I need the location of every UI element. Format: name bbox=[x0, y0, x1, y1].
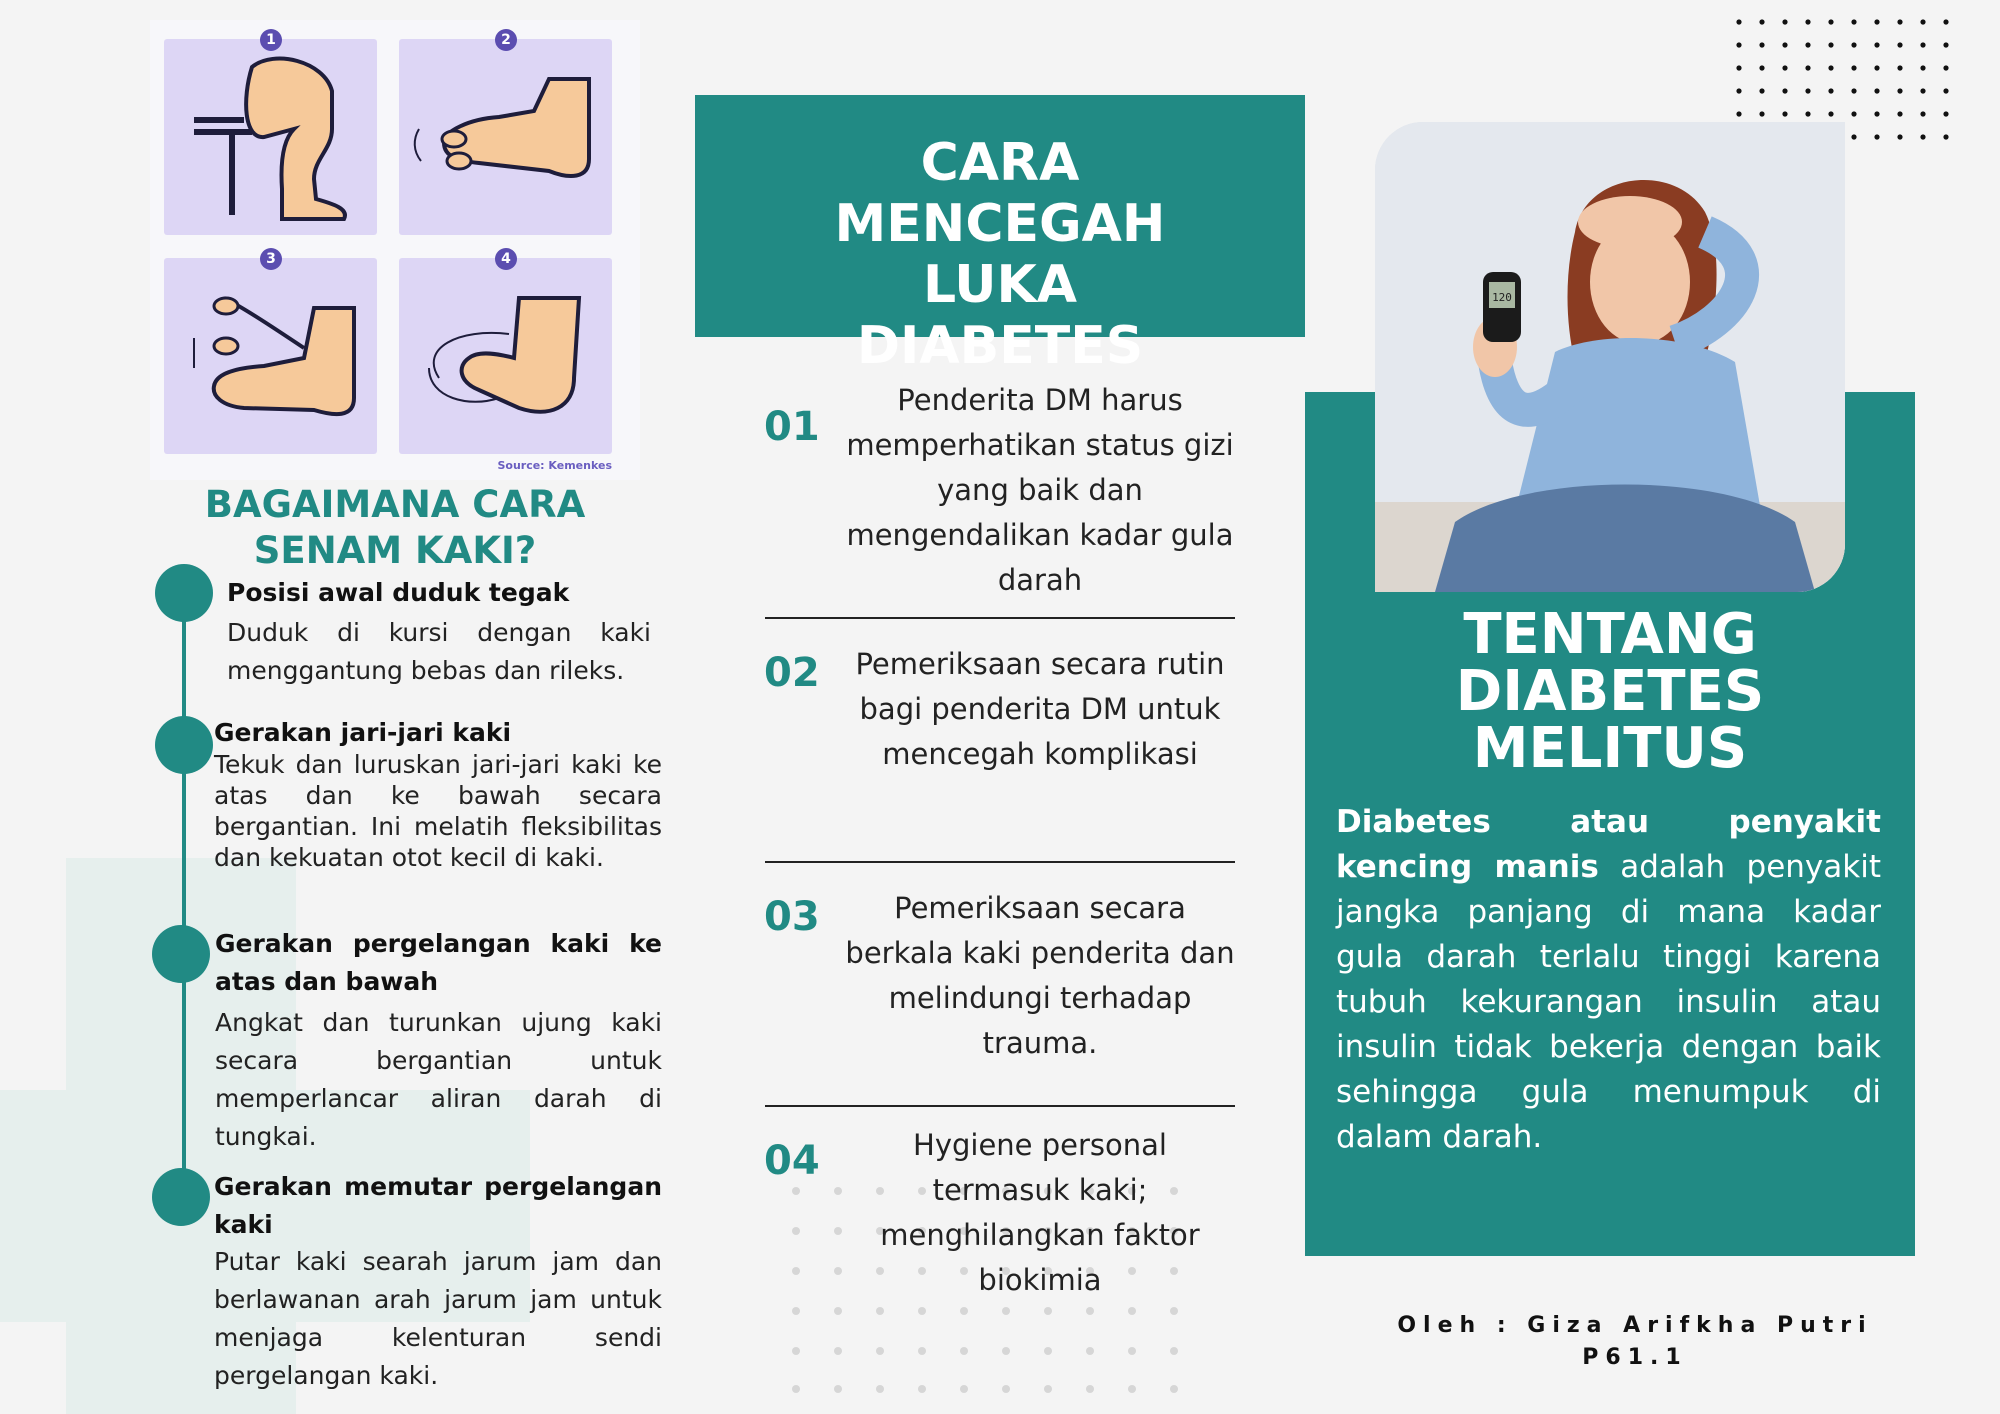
about-diabetes-text bbox=[1336, 800, 1881, 1160]
divider-1 bbox=[765, 617, 1235, 619]
step-3-title: Gerakan pergelangan kaki ke atas dan bawah bbox=[215, 929, 662, 996]
timeline-line bbox=[182, 610, 186, 1202]
about-diabetes-rest: adalah penyakit jangka panjang di mana kadar gula darah terlalu tinggi karena tubuh kekurangan insulin atau insulin tidak bekerja dengan baik sehingga gula menumpuk di dalam darah. bbox=[1336, 849, 1881, 1155]
step-2-title: Gerakan jari-jari kaki bbox=[214, 718, 512, 747]
meter-reading: 120 bbox=[1492, 291, 1512, 304]
item-text-04: Hygiene personal termasuk kaki; menghilangkan faktor biokimia bbox=[880, 1128, 1200, 1297]
ankle-updown-icon bbox=[164, 258, 377, 454]
woman-glucose-meter-photo bbox=[1375, 122, 1845, 592]
step-1-text: Duduk di kursi dengan kaki menggantung bebas dan rileks. bbox=[227, 618, 651, 685]
exercise-box-2 bbox=[399, 39, 612, 235]
ankle-rotate-icon bbox=[399, 258, 612, 454]
timeline-dot-3 bbox=[152, 925, 210, 983]
seated-leg-icon bbox=[164, 39, 377, 235]
step-3-text: Angkat dan turunkan ujung kaki secara bergantian untuk memperlancar aliran darah di tungkai. bbox=[215, 1008, 662, 1151]
divider-2 bbox=[765, 861, 1235, 863]
item-text-02: Pemeriksaan secara rutin bagi penderita DM untuk mencegah komplikasi bbox=[855, 647, 1225, 771]
item-text-03: Pemeriksaan secara berkala kaki penderita dan melindungi terhadap trauma. bbox=[845, 891, 1235, 1060]
item-number-03: 03 bbox=[764, 894, 820, 940]
exercise-box-3 bbox=[164, 258, 377, 454]
image-source-caption: Source: Kemenkes bbox=[497, 459, 612, 472]
item-text-01: Penderita DM harus memperhatikan status gizi yang baik dan mengendalikan kadar gula darah bbox=[846, 383, 1234, 597]
exercise-number-1: 1 bbox=[260, 29, 282, 51]
exercise-box-4 bbox=[399, 258, 612, 454]
exercise-number-2: 2 bbox=[495, 29, 517, 51]
timeline-dot-2 bbox=[155, 716, 213, 774]
about-diabetes-bold: Diabetes atau penyakit kencing manis bbox=[1336, 804, 1881, 885]
item-number-01: 01 bbox=[764, 404, 820, 450]
item-number-02: 02 bbox=[764, 650, 820, 696]
step-2-text: Tekuk dan luruskan jari-jari kaki ke atas dan ke bawah secara bergantian. Ini melatih fleksibilitas dan kekuatan otot kecil di kaki. bbox=[214, 750, 662, 872]
author-credit: Oleh : Giza Arifkha Putri P61.1 bbox=[1397, 1313, 1873, 1370]
prevention-title: CARA MENCEGAH LUKA DIABETES bbox=[834, 133, 1166, 376]
exercise-number-3: 3 bbox=[260, 248, 282, 270]
step-1-title: Posisi awal duduk tegak bbox=[227, 578, 570, 607]
timeline-dot-1 bbox=[155, 564, 213, 622]
senam-kaki-title: BAGAIMANA CARA SENAM KAKI? bbox=[204, 483, 586, 572]
foot-exercise-illustration bbox=[150, 20, 640, 480]
exercise-box-1 bbox=[164, 39, 377, 235]
about-diabetes-title: TENTANG DIABETES MELITUS bbox=[1455, 602, 1765, 781]
toes-flex-icon bbox=[399, 39, 612, 235]
step-4-text: Putar kaki searah jarum jam dan berlawanan arah jarum jam untuk menjaga kelenturan sendi pergelangan kaki. bbox=[214, 1247, 662, 1390]
timeline-dot-4 bbox=[152, 1168, 210, 1226]
item-number-04: 04 bbox=[764, 1138, 820, 1184]
prevention-header bbox=[695, 95, 1305, 376]
exercise-number-4: 4 bbox=[495, 248, 517, 270]
step-4-title: Gerakan memutar pergelangan kaki bbox=[214, 1172, 662, 1239]
divider-3 bbox=[765, 1105, 1235, 1107]
